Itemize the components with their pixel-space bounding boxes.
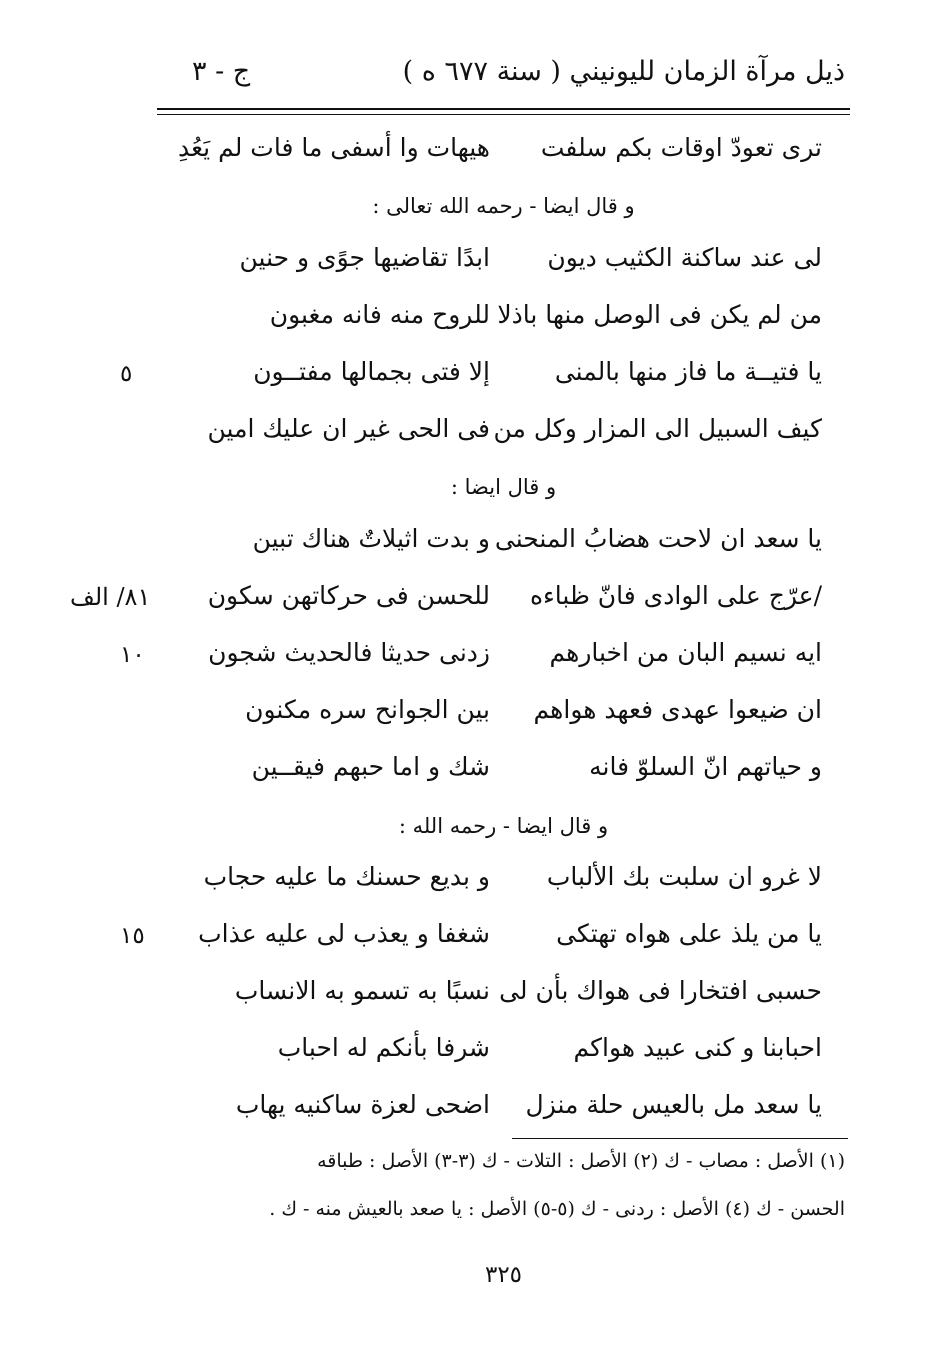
- verse-first-hemistich: لى عند ساكنة الكثيب ديون: [547, 243, 822, 272]
- volume-number: ج - ٣: [192, 56, 251, 87]
- page-number: ٣٢٥: [484, 1262, 523, 1288]
- verse-first-hemistich: يا فتيــة ما فاز منها بالمنى: [554, 357, 822, 386]
- verse-first-hemistich: يا سعد مل بالعيس حلة منزل: [525, 1090, 822, 1119]
- verse-second-hemistich: شك و اما حبهم فيقــين: [251, 752, 490, 781]
- verse-second-hemistich: ابدًا تقاضيها جوًى و حنين: [239, 243, 490, 272]
- verse-first-hemistich: لا غرو ان سلبت بك الألباب: [546, 862, 822, 891]
- verse-first-hemistich: يا من يلذ على هواه تهتكى: [556, 919, 822, 948]
- verse-first-hemistich: ترى تعودّ اوقات بكم سلفت: [540, 133, 822, 162]
- line-number: ٥: [120, 361, 133, 387]
- running-title: ذيل مرآة الزمان لليونيني ( سنة ٦٧٧ ه ) ‏: [394, 56, 845, 87]
- verse-second-hemistich: شرفا بأنكم له احباب: [277, 1033, 490, 1062]
- footnote-rule: [512, 1138, 848, 1139]
- verse-second-hemistich: و بدت اثيلاتٌ هناك تبين: [252, 524, 490, 553]
- folio-marker: ٨١/ الف: [70, 583, 151, 611]
- verse-second-hemistich: فى الحى غير ان عليك امين: [207, 414, 490, 443]
- verse-second-hemistich: بين الجوانح سره مكنون: [245, 695, 490, 724]
- header-rule-thin: [157, 114, 850, 115]
- verse-first-hemistich: ايه نسيم البان من اخبارهم: [549, 638, 822, 667]
- verse-first-hemistich: /عرّج على الوادى فانّ ظباءه: [529, 581, 822, 610]
- verse-second-hemistich: هيهات وا أسفى ما فات لم يَعُدِ: [178, 133, 490, 162]
- verse-second-hemistich: شغفا و يعذب لى عليه عذاب: [198, 919, 490, 948]
- header-rule: [157, 108, 850, 110]
- line-number: ١٠: [120, 642, 145, 668]
- verse-second-hemistich: اضحى لعزة ساكنيه يهاب: [235, 1090, 490, 1119]
- verse-first-hemistich: يا سعد ان لاحت هضابُ المنحنى: [494, 524, 822, 553]
- verse-first-hemistich: حسبى افتخارا فى هواك بأن لى: [499, 976, 822, 1005]
- verse-first-hemistich: احبابنا و كنى عبيد هواكم: [573, 1033, 822, 1062]
- verse-second-hemistich: و بديع حسنك ما عليه حجاب: [203, 862, 490, 891]
- verse-first-hemistich: و حياتهم انّ السلوّ فانه: [589, 752, 822, 781]
- verse-first-hemistich: من لم يكن فى الوصل منها باذلا: [497, 300, 822, 329]
- section-heading: و قال ايضا - رحمه الله تعالى :: [372, 194, 635, 218]
- verse-second-hemistich: إلا فتى بجمالها مفتــون: [253, 357, 490, 386]
- verse-second-hemistich: نسبًا به تسمو به الانساب: [234, 976, 490, 1005]
- verse-first-hemistich: ان ضيعوا عهدى فعهد هواهم: [533, 695, 822, 724]
- footnote-line: الحسن - ك (٤) الأصل : ردنى - ك (٥-٥) الأصل : يا صعد بالعيش منه - ك .: [269, 1198, 845, 1220]
- verse-second-hemistich: للحسن فى حركاتهن سكون: [207, 581, 490, 610]
- section-heading: و قال ايضا - رحمه الله :: [398, 814, 609, 838]
- footnote-line: (١) الأصل : مصاب - ك (٢) الأصل : التلات - ك (٣-٣) الأصل : طباقه: [317, 1150, 845, 1172]
- verse-first-hemistich: كيف السبيل الى المزار وكل من: [493, 414, 822, 443]
- line-number: ١٥: [120, 923, 145, 949]
- verse-second-hemistich: للروح منه فانه مغبون: [269, 300, 490, 329]
- section-heading: و قال ايضا :: [450, 475, 557, 499]
- verse-second-hemistich: زدنى حديثا فالحديث شجون: [208, 638, 490, 667]
